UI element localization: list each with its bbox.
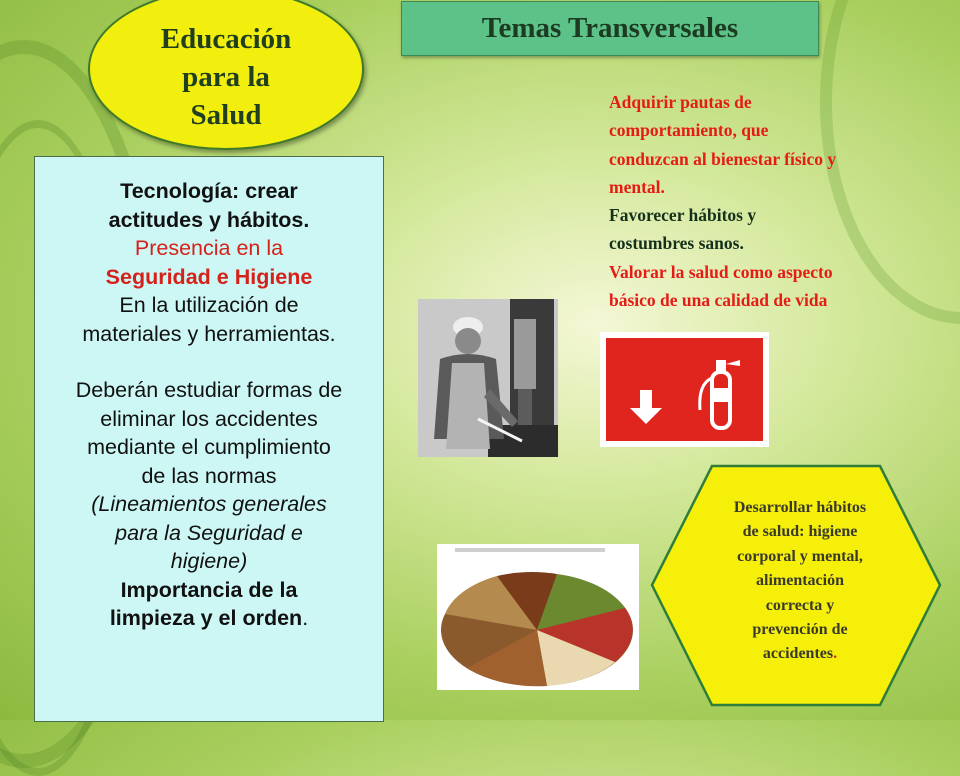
goal-line: conduzcan al bienestar físico y xyxy=(609,148,837,169)
card-heading: Tecnología: crear xyxy=(120,179,298,203)
hexagon-period: . xyxy=(833,645,838,663)
card-usage: materiales y herramientas. xyxy=(82,321,336,346)
card-guidelines: (Lineamientos generales xyxy=(91,492,327,516)
goals-text xyxy=(609,88,949,314)
card-study: mediante el cumplimiento xyxy=(87,435,331,459)
card-presence: Seguridad e Higiene xyxy=(105,264,313,289)
hexagon-line: Desarrollar hábitos xyxy=(733,499,867,516)
goal-line: mental. xyxy=(609,176,665,197)
card-study: Deberán estudiar formas de xyxy=(75,378,343,402)
goal-line: Valorar la salud como aspecto xyxy=(609,261,833,282)
card-importance-row xyxy=(35,604,383,633)
hexagon-line: prevención de xyxy=(752,621,848,639)
card-presence: Presencia en la xyxy=(134,236,284,260)
card-guidelines: higiene) xyxy=(170,549,248,573)
card-importance: Importancia de la xyxy=(120,577,298,602)
hexagon-line: corporal y mental, xyxy=(737,547,863,565)
card-study: eliminar los accidentes xyxy=(100,406,318,431)
card-guidelines: para la Seguridad e xyxy=(115,520,303,545)
card-heading: actitudes y hábitos. xyxy=(108,207,310,232)
topic-ellipse xyxy=(88,0,364,150)
card-study: de las normas xyxy=(141,463,277,488)
card-importance: limpieza y el orden xyxy=(109,606,303,630)
goal-line: básico de una calidad de vida xyxy=(609,290,828,311)
card-period: . xyxy=(302,606,309,630)
hexagon-line-last xyxy=(700,642,900,666)
topic-line-3: Salud xyxy=(190,99,262,131)
goal-line: Adquirir pautas de xyxy=(609,92,752,112)
topic-line-1: Educación xyxy=(160,23,292,55)
technology-card xyxy=(34,156,384,722)
fire-extinguisher-sign xyxy=(600,332,769,447)
title-banner: Temas Transversales xyxy=(401,1,819,56)
card-usage: En la utilización de xyxy=(119,293,299,317)
goal-line: costumbres sanos. xyxy=(609,233,744,254)
topic-line-2: para la xyxy=(182,61,270,93)
hexagon-line: alimentación xyxy=(756,572,844,590)
food-groups-image xyxy=(437,544,639,690)
goal-line: comportamiento, que xyxy=(609,120,769,141)
hexagon-line: accidentes xyxy=(762,645,834,663)
worker-machine-image xyxy=(418,299,558,457)
hexagon-line: de salud: higiene xyxy=(742,523,858,541)
card-spacer xyxy=(35,348,383,376)
goal-line: Favorecer hábitos y xyxy=(609,205,757,226)
health-habits-text xyxy=(700,496,900,667)
hexagon-line: correcta y xyxy=(765,596,835,614)
